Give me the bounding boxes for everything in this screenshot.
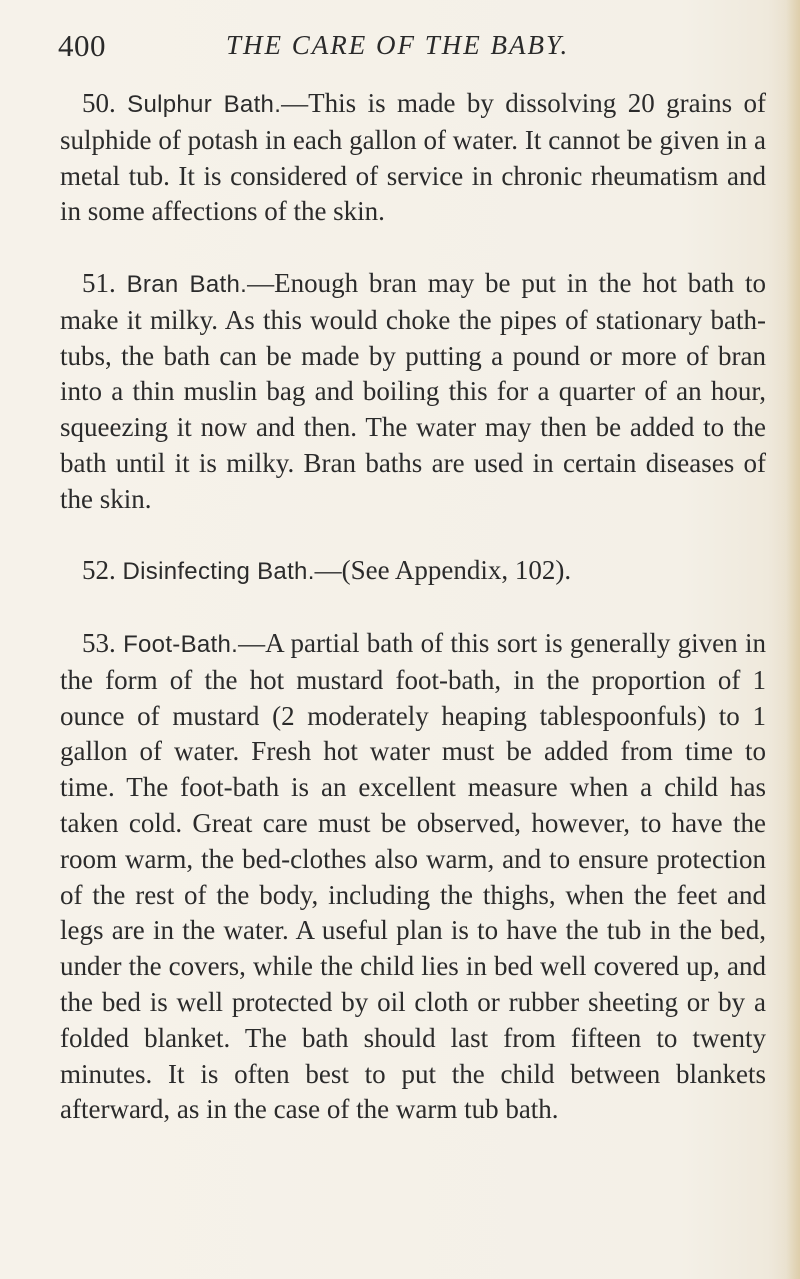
section-53 [60,626,766,1128]
section-text: —Enough bran may be put in the hot bath to make it milky. As this would choke the pipes of stationary bath-tubs, the bath can be made by putting a pound or more of bran into a thin muslin bag and boiling this for a quarter of an hour, squeezing it now and then. The water may then be added to the bath until it is milky. Bran baths are used in certain diseases of the skin. [60,267,767,514]
section-text: —(See Appendix, 102). [314,555,572,586]
section-heading: Sulphur Bath. [127,91,282,118]
section-number: 51. [82,267,116,298]
page-number: 400 [58,28,106,63]
section-number: 52. [82,555,116,586]
section-text: —This is made by dissolving 20 grains of sulphide of potash in each gallon of water. It cannot be given in a metal tub. It is considered of service in chronic rheumatism and in some affections of the skin. [60,88,767,227]
section-number: 53. [82,627,116,658]
page-content [60,86,766,1128]
running-head [58,28,758,68]
page-edge-shadow [786,0,800,1279]
section-heading: Disinfecting Bath. [122,558,315,586]
section-51 [60,266,766,518]
section-50 [60,86,766,230]
section-heading: Foot-Bath. [123,630,239,658]
section-number: 50. [82,88,116,118]
section-52 [60,553,766,590]
section-heading: Bran Bath. [126,270,248,298]
section-text: —A partial bath of this sort is generally given in the form of the hot mustard foot-bath, in the proportion of 1 ounce of mustard (2 moderately heaping tablespoonfuls) to 1 gallon of water. Fresh hot water must be added from time to time. The foot-bath is an excellent measure when a child has taken cold. Great care must be observed, however, to have the room warm, the bed-clothes also warm, and to ensure protection of the rest of the body, including the thighs, when the feet and legs are in the water. A useful plan is to have the tub in the bed, under the covers, while the child lies in bed well covered up, and the bed is well protected by oil cloth or rubber sheeting or by a folded blanket. The bath should last from fifteen to twenty minutes. It is often best to put the child between blankets afterward, as in the case of the warm tub bath. [60,627,766,1125]
running-title: THE CARE OF THE BABY. [226,30,570,60]
